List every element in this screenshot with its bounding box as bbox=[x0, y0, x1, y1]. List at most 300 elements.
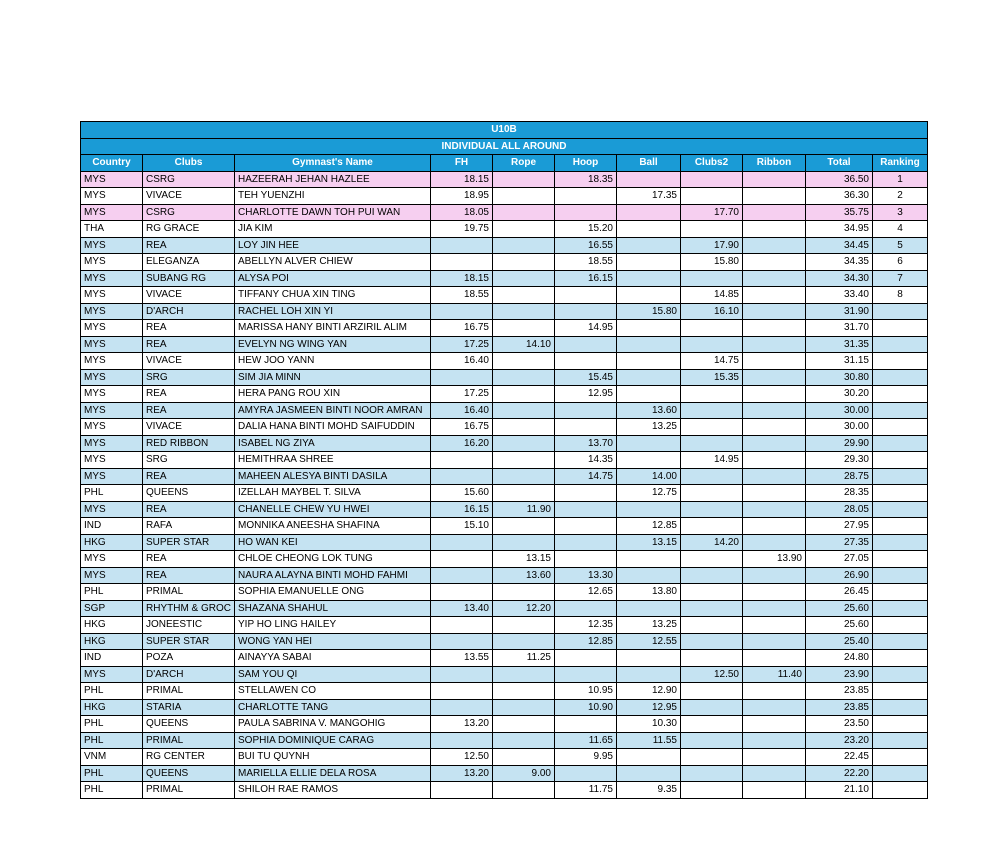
ball-score-cell bbox=[617, 353, 681, 370]
column-header-rope: Rope bbox=[493, 155, 555, 172]
rope-score-cell bbox=[493, 287, 555, 304]
club-cell: RED RIBBON bbox=[143, 435, 235, 452]
fh-score-cell bbox=[431, 468, 493, 485]
fh-score-cell: 16.75 bbox=[431, 320, 493, 337]
clubs2-score-cell: 17.90 bbox=[681, 237, 743, 254]
table-row bbox=[81, 584, 928, 601]
country-cell: PHL bbox=[81, 765, 143, 782]
ranking-cell bbox=[873, 386, 928, 403]
table-row bbox=[81, 303, 928, 320]
total-score-cell: 30.00 bbox=[806, 402, 873, 419]
clubs2-score-cell bbox=[681, 683, 743, 700]
table-row bbox=[81, 369, 928, 386]
total-score-cell: 33.40 bbox=[806, 287, 873, 304]
fh-score-cell bbox=[431, 237, 493, 254]
ribbon-score-cell bbox=[743, 617, 806, 634]
hoop-score-cell: 10.90 bbox=[555, 699, 617, 716]
fh-score-cell: 13.55 bbox=[431, 650, 493, 667]
rope-score-cell bbox=[493, 419, 555, 436]
club-cell: PRIMAL bbox=[143, 782, 235, 799]
country-cell: MYS bbox=[81, 287, 143, 304]
hoop-score-cell: 11.75 bbox=[555, 782, 617, 799]
country-cell: MYS bbox=[81, 336, 143, 353]
rope-score-cell bbox=[493, 617, 555, 634]
hoop-score-cell: 12.65 bbox=[555, 584, 617, 601]
clubs2-score-cell bbox=[681, 650, 743, 667]
club-cell: REA bbox=[143, 567, 235, 584]
hoop-score-cell: 16.15 bbox=[555, 270, 617, 287]
hoop-score-cell: 11.65 bbox=[555, 732, 617, 749]
ribbon-score-cell bbox=[743, 188, 806, 205]
table-row bbox=[81, 485, 928, 502]
country-cell: PHL bbox=[81, 716, 143, 733]
ranking-cell bbox=[873, 402, 928, 419]
ribbon-score-cell bbox=[743, 567, 806, 584]
ranking-cell bbox=[873, 617, 928, 634]
ribbon-score-cell bbox=[743, 336, 806, 353]
table-row bbox=[81, 617, 928, 634]
fh-score-cell: 16.75 bbox=[431, 419, 493, 436]
gymnast-name-cell: CHANELLE CHEW YU HWEI bbox=[235, 501, 431, 518]
total-score-cell: 34.95 bbox=[806, 221, 873, 238]
gymnast-name-cell: MARISSA HANY BINTI ARZIRIL ALIM bbox=[235, 320, 431, 337]
gymnast-name-cell: YIP HO LING HAILEY bbox=[235, 617, 431, 634]
table-row bbox=[81, 716, 928, 733]
ranking-cell: 5 bbox=[873, 237, 928, 254]
total-score-cell: 22.45 bbox=[806, 749, 873, 766]
ribbon-score-cell bbox=[743, 369, 806, 386]
total-score-cell: 22.20 bbox=[806, 765, 873, 782]
country-cell: MYS bbox=[81, 501, 143, 518]
club-cell: REA bbox=[143, 501, 235, 518]
ranking-cell bbox=[873, 633, 928, 650]
ball-score-cell bbox=[617, 435, 681, 452]
ball-score-cell: 12.75 bbox=[617, 485, 681, 502]
ranking-cell bbox=[873, 353, 928, 370]
club-cell: SUBANG RG bbox=[143, 270, 235, 287]
ribbon-score-cell bbox=[743, 468, 806, 485]
column-header-hoop: Hoop bbox=[555, 155, 617, 172]
club-cell: STARIA bbox=[143, 699, 235, 716]
hoop-score-cell: 18.55 bbox=[555, 254, 617, 271]
total-score-cell: 21.10 bbox=[806, 782, 873, 799]
club-cell: QUEENS bbox=[143, 716, 235, 733]
ribbon-score-cell bbox=[743, 204, 806, 221]
fh-score-cell: 15.60 bbox=[431, 485, 493, 502]
club-cell: PRIMAL bbox=[143, 584, 235, 601]
ribbon-score-cell bbox=[743, 782, 806, 799]
gymnast-name-cell: SHILOH RAE RAMOS bbox=[235, 782, 431, 799]
total-score-cell: 23.85 bbox=[806, 683, 873, 700]
club-cell: VIVACE bbox=[143, 353, 235, 370]
country-cell: HKG bbox=[81, 633, 143, 650]
club-cell: D'ARCH bbox=[143, 666, 235, 683]
ribbon-score-cell bbox=[743, 287, 806, 304]
ranking-cell: 6 bbox=[873, 254, 928, 271]
gymnast-name-cell: MAHEEN ALESYA BINTI DASILA bbox=[235, 468, 431, 485]
ribbon-score-cell bbox=[743, 303, 806, 320]
gymnast-name-cell: TIFFANY CHUA XIN TING bbox=[235, 287, 431, 304]
ball-score-cell: 13.15 bbox=[617, 534, 681, 551]
club-cell: CSRG bbox=[143, 204, 235, 221]
country-cell: THA bbox=[81, 221, 143, 238]
rope-score-cell bbox=[493, 188, 555, 205]
fh-score-cell: 18.55 bbox=[431, 287, 493, 304]
fh-score-cell bbox=[431, 617, 493, 634]
ball-score-cell bbox=[617, 650, 681, 667]
ranking-cell bbox=[873, 518, 928, 535]
country-cell: PHL bbox=[81, 485, 143, 502]
club-cell: PRIMAL bbox=[143, 683, 235, 700]
total-score-cell: 31.90 bbox=[806, 303, 873, 320]
country-cell: PHL bbox=[81, 732, 143, 749]
clubs2-score-cell bbox=[681, 600, 743, 617]
clubs2-score-cell: 14.95 bbox=[681, 452, 743, 469]
ranking-cell bbox=[873, 336, 928, 353]
total-score-cell: 27.05 bbox=[806, 551, 873, 568]
hoop-score-cell: 18.35 bbox=[555, 171, 617, 188]
country-cell: HKG bbox=[81, 534, 143, 551]
clubs2-score-cell bbox=[681, 336, 743, 353]
club-cell: POZA bbox=[143, 650, 235, 667]
hoop-score-cell bbox=[555, 716, 617, 733]
ball-score-cell: 13.25 bbox=[617, 617, 681, 634]
rope-score-cell bbox=[493, 666, 555, 683]
rope-score-cell bbox=[493, 749, 555, 766]
ribbon-score-cell bbox=[743, 534, 806, 551]
ball-score-cell: 9.35 bbox=[617, 782, 681, 799]
table-row bbox=[81, 650, 928, 667]
clubs2-score-cell bbox=[681, 320, 743, 337]
country-cell: MYS bbox=[81, 402, 143, 419]
gymnast-name-cell: TEH YUENZHI bbox=[235, 188, 431, 205]
ball-score-cell: 12.90 bbox=[617, 683, 681, 700]
country-cell: MYS bbox=[81, 204, 143, 221]
ribbon-score-cell bbox=[743, 765, 806, 782]
rope-score-cell bbox=[493, 633, 555, 650]
total-score-cell: 25.60 bbox=[806, 617, 873, 634]
ribbon-score-cell bbox=[743, 402, 806, 419]
fh-score-cell: 18.95 bbox=[431, 188, 493, 205]
total-score-cell: 28.75 bbox=[806, 468, 873, 485]
clubs2-score-cell bbox=[681, 699, 743, 716]
club-cell: QUEENS bbox=[143, 485, 235, 502]
ball-score-cell bbox=[617, 369, 681, 386]
ranking-cell bbox=[873, 369, 928, 386]
hoop-score-cell: 12.35 bbox=[555, 617, 617, 634]
table-row bbox=[81, 666, 928, 683]
total-score-cell: 23.85 bbox=[806, 699, 873, 716]
clubs2-score-cell bbox=[681, 716, 743, 733]
ranking-cell bbox=[873, 419, 928, 436]
column-header-row bbox=[81, 155, 928, 172]
fh-score-cell bbox=[431, 683, 493, 700]
column-header-clubs2: Clubs2 bbox=[681, 155, 743, 172]
ball-score-cell bbox=[617, 749, 681, 766]
gymnast-name-cell: MONNIKA ANEESHA SHAFINA bbox=[235, 518, 431, 535]
gymnast-name-cell: ABELLYN ALVER CHIEW bbox=[235, 254, 431, 271]
club-cell: REA bbox=[143, 237, 235, 254]
club-cell: SUPER STAR bbox=[143, 534, 235, 551]
country-cell: IND bbox=[81, 650, 143, 667]
country-cell: MYS bbox=[81, 353, 143, 370]
ribbon-score-cell bbox=[743, 732, 806, 749]
rope-score-cell bbox=[493, 369, 555, 386]
ribbon-score-cell bbox=[743, 485, 806, 502]
gymnast-name-cell: CHARLOTTE TANG bbox=[235, 699, 431, 716]
total-score-cell: 29.30 bbox=[806, 452, 873, 469]
column-header-ball: Ball bbox=[617, 155, 681, 172]
ranking-cell bbox=[873, 452, 928, 469]
gymnast-name-cell: ISABEL NG ZIYA bbox=[235, 435, 431, 452]
ribbon-score-cell bbox=[743, 386, 806, 403]
table-row bbox=[81, 600, 928, 617]
table-row bbox=[81, 435, 928, 452]
clubs2-score-cell bbox=[681, 551, 743, 568]
total-score-cell: 23.50 bbox=[806, 716, 873, 733]
rope-score-cell bbox=[493, 254, 555, 271]
hoop-score-cell bbox=[555, 485, 617, 502]
gymnast-name-cell: DALIA HANA BINTI MOHD SAIFUDDIN bbox=[235, 419, 431, 436]
hoop-score-cell bbox=[555, 204, 617, 221]
rope-score-cell bbox=[493, 699, 555, 716]
rope-score-cell bbox=[493, 534, 555, 551]
ball-score-cell bbox=[617, 386, 681, 403]
ranking-cell bbox=[873, 468, 928, 485]
table-row bbox=[81, 320, 928, 337]
table-row bbox=[81, 254, 928, 271]
ribbon-score-cell bbox=[743, 221, 806, 238]
clubs2-score-cell bbox=[681, 468, 743, 485]
fh-score-cell bbox=[431, 666, 493, 683]
ball-score-cell: 14.00 bbox=[617, 468, 681, 485]
gymnast-name-cell: IZELLAH MAYBEL T. SILVA bbox=[235, 485, 431, 502]
hoop-score-cell bbox=[555, 419, 617, 436]
country-cell: MYS bbox=[81, 435, 143, 452]
hoop-score-cell bbox=[555, 650, 617, 667]
total-score-cell: 30.00 bbox=[806, 419, 873, 436]
ribbon-score-cell bbox=[743, 600, 806, 617]
clubs2-score-cell bbox=[681, 633, 743, 650]
ball-score-cell: 12.85 bbox=[617, 518, 681, 535]
fh-score-cell: 16.40 bbox=[431, 353, 493, 370]
table-row bbox=[81, 699, 928, 716]
total-score-cell: 30.80 bbox=[806, 369, 873, 386]
clubs2-score-cell bbox=[681, 270, 743, 287]
ball-score-cell bbox=[617, 765, 681, 782]
ball-score-cell: 13.80 bbox=[617, 584, 681, 601]
hoop-score-cell bbox=[555, 534, 617, 551]
ball-score-cell bbox=[617, 270, 681, 287]
clubs2-score-cell bbox=[681, 419, 743, 436]
club-cell: SRG bbox=[143, 452, 235, 469]
country-cell: MYS bbox=[81, 171, 143, 188]
column-header-total: Total bbox=[806, 155, 873, 172]
clubs2-score-cell bbox=[681, 485, 743, 502]
ribbon-score-cell bbox=[743, 353, 806, 370]
total-score-cell: 25.40 bbox=[806, 633, 873, 650]
ranking-cell bbox=[873, 534, 928, 551]
table-subtitle: INDIVIDUAL ALL AROUND bbox=[81, 138, 928, 155]
country-cell: MYS bbox=[81, 254, 143, 271]
clubs2-score-cell: 12.50 bbox=[681, 666, 743, 683]
hoop-score-cell: 12.95 bbox=[555, 386, 617, 403]
country-cell: MYS bbox=[81, 419, 143, 436]
country-cell: SGP bbox=[81, 600, 143, 617]
table-row bbox=[81, 452, 928, 469]
ranking-cell: 2 bbox=[873, 188, 928, 205]
rope-score-cell bbox=[493, 452, 555, 469]
fh-score-cell bbox=[431, 782, 493, 799]
rope-score-cell bbox=[493, 584, 555, 601]
fh-score-cell: 16.15 bbox=[431, 501, 493, 518]
ranking-cell bbox=[873, 732, 928, 749]
rope-score-cell bbox=[493, 221, 555, 238]
clubs2-score-cell: 14.20 bbox=[681, 534, 743, 551]
club-cell: REA bbox=[143, 468, 235, 485]
club-cell: SRG bbox=[143, 369, 235, 386]
ribbon-score-cell bbox=[743, 237, 806, 254]
gymnast-name-cell: JIA KIM bbox=[235, 221, 431, 238]
gymnast-name-cell: MARIELLA ELLIE DELA ROSA bbox=[235, 765, 431, 782]
ball-score-cell: 10.30 bbox=[617, 716, 681, 733]
rope-score-cell bbox=[493, 204, 555, 221]
hoop-score-cell: 15.20 bbox=[555, 221, 617, 238]
total-score-cell: 26.90 bbox=[806, 567, 873, 584]
ranking-cell bbox=[873, 584, 928, 601]
fh-score-cell: 13.40 bbox=[431, 600, 493, 617]
rope-score-cell: 11.25 bbox=[493, 650, 555, 667]
ball-score-cell: 13.60 bbox=[617, 402, 681, 419]
ranking-cell bbox=[873, 683, 928, 700]
ball-score-cell bbox=[617, 254, 681, 271]
fh-score-cell bbox=[431, 699, 493, 716]
ribbon-score-cell: 13.90 bbox=[743, 551, 806, 568]
column-header-ranking: Ranking bbox=[873, 155, 928, 172]
ranking-cell: 3 bbox=[873, 204, 928, 221]
ball-score-cell bbox=[617, 287, 681, 304]
hoop-score-cell: 15.45 bbox=[555, 369, 617, 386]
ribbon-score-cell bbox=[743, 518, 806, 535]
hoop-score-cell: 13.30 bbox=[555, 567, 617, 584]
table-row bbox=[81, 287, 928, 304]
club-cell: D'ARCH bbox=[143, 303, 235, 320]
clubs2-score-cell bbox=[681, 386, 743, 403]
fh-score-cell: 18.15 bbox=[431, 270, 493, 287]
table-row bbox=[81, 171, 928, 188]
club-cell: RHYTHM & GROC bbox=[143, 600, 235, 617]
ranking-cell bbox=[873, 650, 928, 667]
hoop-score-cell bbox=[555, 551, 617, 568]
country-cell: MYS bbox=[81, 188, 143, 205]
rope-score-cell: 14.10 bbox=[493, 336, 555, 353]
ribbon-score-cell bbox=[743, 633, 806, 650]
fh-score-cell: 16.20 bbox=[431, 435, 493, 452]
club-cell: RAFA bbox=[143, 518, 235, 535]
hoop-score-cell bbox=[555, 287, 617, 304]
ball-score-cell bbox=[617, 666, 681, 683]
fh-score-cell: 18.15 bbox=[431, 171, 493, 188]
total-score-cell: 26.45 bbox=[806, 584, 873, 601]
clubs2-score-cell: 15.80 bbox=[681, 254, 743, 271]
ball-score-cell: 17.35 bbox=[617, 188, 681, 205]
hoop-score-cell: 14.95 bbox=[555, 320, 617, 337]
ranking-cell bbox=[873, 303, 928, 320]
ribbon-score-cell bbox=[743, 452, 806, 469]
gymnast-name-cell: HEW JOO YANN bbox=[235, 353, 431, 370]
ball-score-cell bbox=[617, 171, 681, 188]
club-cell: SUPER STAR bbox=[143, 633, 235, 650]
gymnast-name-cell: RACHEL LOH XIN YI bbox=[235, 303, 431, 320]
clubs2-score-cell bbox=[681, 188, 743, 205]
club-cell: PRIMAL bbox=[143, 732, 235, 749]
total-score-cell: 30.20 bbox=[806, 386, 873, 403]
fh-score-cell: 17.25 bbox=[431, 386, 493, 403]
country-cell: PHL bbox=[81, 683, 143, 700]
fh-score-cell bbox=[431, 254, 493, 271]
total-score-cell: 23.90 bbox=[806, 666, 873, 683]
rope-score-cell bbox=[493, 402, 555, 419]
ball-score-cell bbox=[617, 501, 681, 518]
clubs2-score-cell: 16.10 bbox=[681, 303, 743, 320]
rope-score-cell: 9.00 bbox=[493, 765, 555, 782]
gymnast-name-cell: WONG YAN HEI bbox=[235, 633, 431, 650]
fh-score-cell bbox=[431, 732, 493, 749]
ball-score-cell: 13.25 bbox=[617, 419, 681, 436]
table-row bbox=[81, 534, 928, 551]
gymnast-name-cell: SIM JIA MINN bbox=[235, 369, 431, 386]
clubs2-score-cell bbox=[681, 435, 743, 452]
ranking-cell bbox=[873, 551, 928, 568]
club-cell: VIVACE bbox=[143, 188, 235, 205]
table-row bbox=[81, 221, 928, 238]
table-row bbox=[81, 353, 928, 370]
fh-score-cell: 18.05 bbox=[431, 204, 493, 221]
country-cell: PHL bbox=[81, 584, 143, 601]
ball-score-cell: 12.55 bbox=[617, 633, 681, 650]
total-score-cell: 34.35 bbox=[806, 254, 873, 271]
ball-score-cell bbox=[617, 600, 681, 617]
table-row bbox=[81, 501, 928, 518]
fh-score-cell: 15.10 bbox=[431, 518, 493, 535]
hoop-score-cell bbox=[555, 666, 617, 683]
hoop-score-cell: 14.75 bbox=[555, 468, 617, 485]
gymnast-name-cell: HO WAN KEI bbox=[235, 534, 431, 551]
country-cell: MYS bbox=[81, 320, 143, 337]
total-score-cell: 27.35 bbox=[806, 534, 873, 551]
country-cell: IND bbox=[81, 518, 143, 535]
hoop-score-cell: 9.95 bbox=[555, 749, 617, 766]
gymnast-name-cell: AINAYYA SABAI bbox=[235, 650, 431, 667]
ranking-cell bbox=[873, 435, 928, 452]
table-row bbox=[81, 402, 928, 419]
rope-score-cell: 13.60 bbox=[493, 567, 555, 584]
table-row bbox=[81, 204, 928, 221]
rope-score-cell bbox=[493, 303, 555, 320]
table-row bbox=[81, 188, 928, 205]
ball-score-cell: 15.80 bbox=[617, 303, 681, 320]
club-cell: ELEGANZA bbox=[143, 254, 235, 271]
rope-score-cell bbox=[493, 270, 555, 287]
table-row bbox=[81, 633, 928, 650]
column-header-clubs: Clubs bbox=[143, 155, 235, 172]
rope-score-cell bbox=[493, 683, 555, 700]
gymnast-name-cell: LOY JIN HEE bbox=[235, 237, 431, 254]
fh-score-cell: 13.20 bbox=[431, 716, 493, 733]
ranking-cell bbox=[873, 485, 928, 502]
ranking-cell bbox=[873, 716, 928, 733]
clubs2-score-cell: 15.35 bbox=[681, 369, 743, 386]
